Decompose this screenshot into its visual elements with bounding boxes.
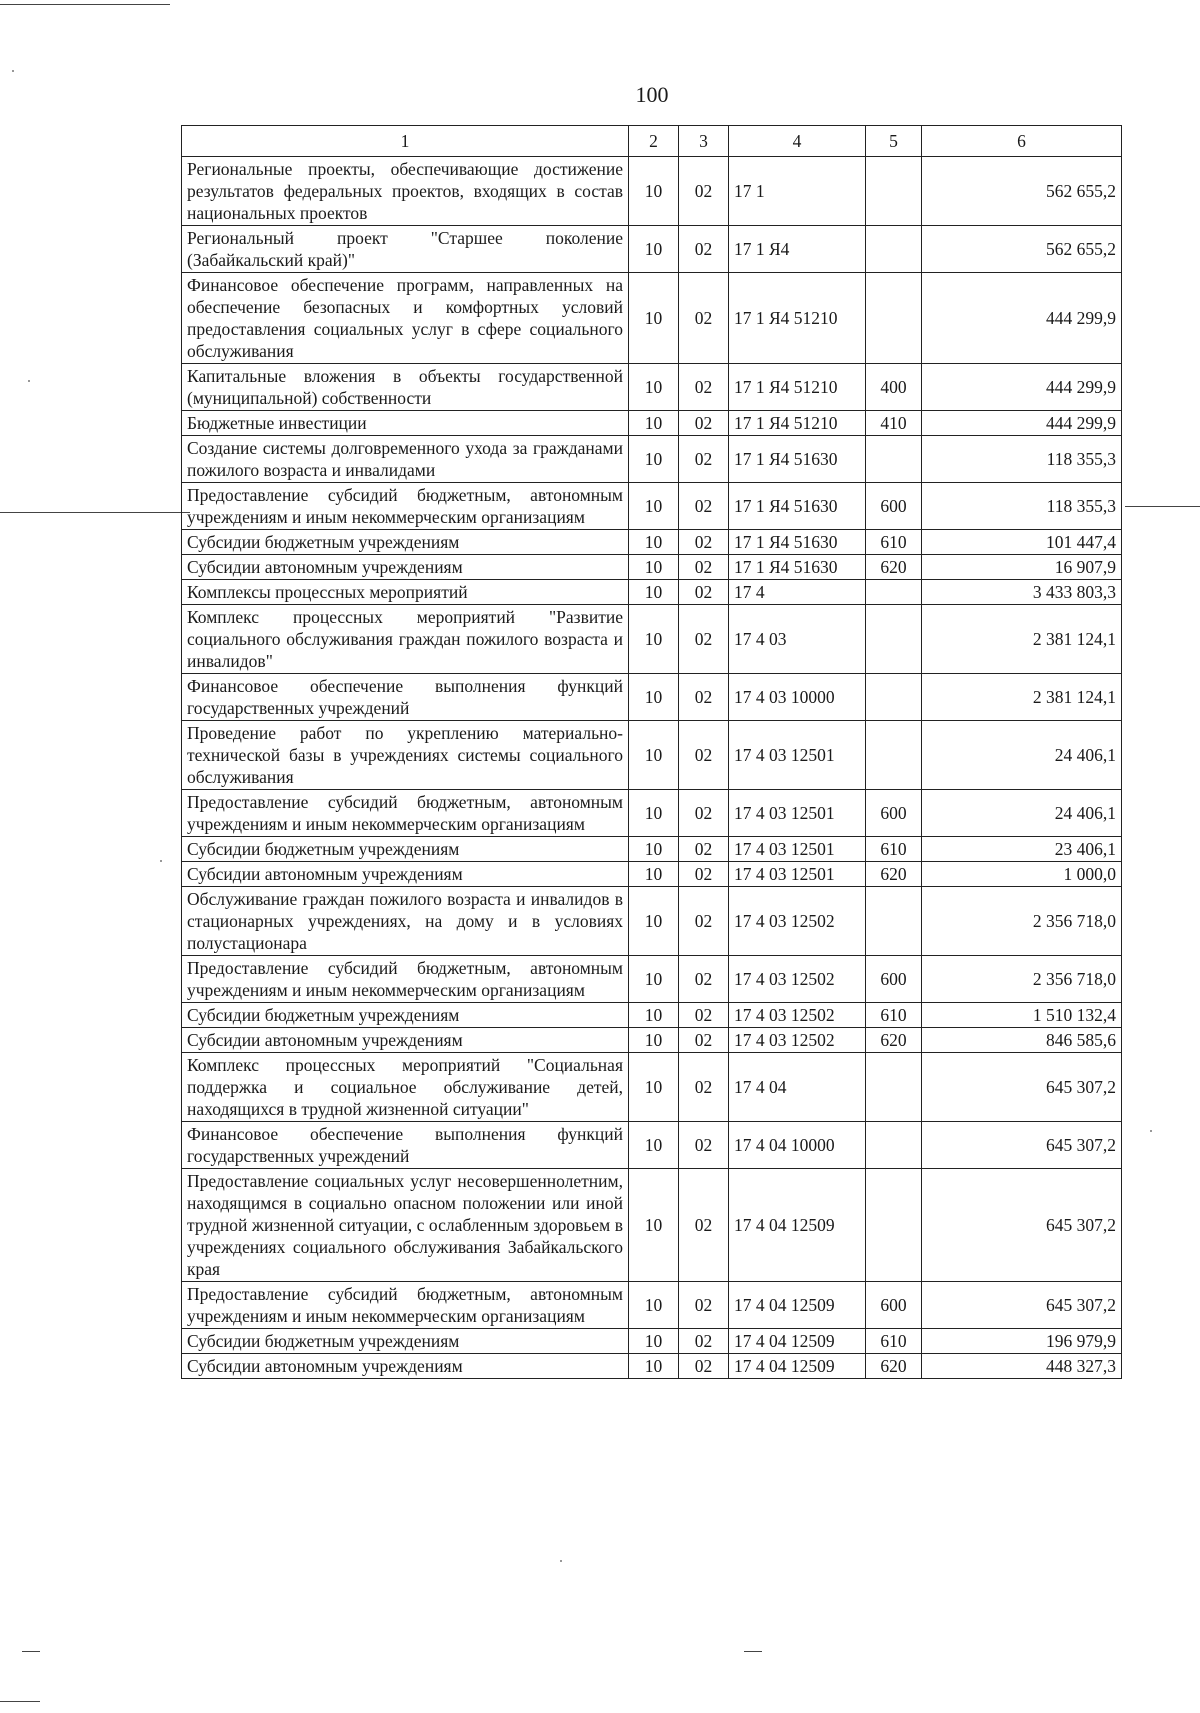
header-col-2: 2 (629, 126, 679, 157)
table-row (182, 956, 1122, 1003)
row-section: 10 (629, 605, 679, 674)
row-amount: 562 655,2 (922, 226, 1122, 273)
row-expense-type: 400 (866, 364, 922, 411)
row-amount: 645 307,2 (922, 1122, 1122, 1169)
row-name: Субсидии бюджетным учреждениям (182, 1329, 629, 1354)
row-amount: 444 299,9 (922, 364, 1122, 411)
row-amount: 645 307,2 (922, 1282, 1122, 1329)
row-subsection: 02 (679, 364, 729, 411)
row-expense-type (866, 674, 922, 721)
row-amount: 2 381 124,1 (922, 605, 1122, 674)
table-row (182, 721, 1122, 790)
row-subsection: 02 (679, 1329, 729, 1354)
row-name: Региональные проекты, обеспечивающие достижение результатов федеральных проектов, входящих в состав национальных проектов (182, 157, 629, 226)
row-subsection: 02 (679, 956, 729, 1003)
row-amount: 23 406,1 (922, 837, 1122, 862)
row-section: 10 (629, 790, 679, 837)
table-row (182, 1028, 1122, 1053)
row-name: Предоставление социальных услуг несовершеннолетним, находящимся в социально опасном положении или иной трудной жизненной ситуации, с ослабленным здоровьем в учреждениях социального обслуживания Забайкальского края (182, 1169, 629, 1282)
row-amount: 3 433 803,3 (922, 580, 1122, 605)
table-row (182, 1329, 1122, 1354)
row-subsection: 02 (679, 157, 729, 226)
row-target-article: 17 4 03 (729, 605, 866, 674)
row-expense-type (866, 157, 922, 226)
row-target-article: 17 1 Я4 51210 (729, 273, 866, 364)
table-row (182, 837, 1122, 862)
row-target-article: 17 1 Я4 (729, 226, 866, 273)
row-name: Предоставление субсидий бюджетным, автономным учреждениям и иным некоммерческим организациям (182, 1282, 629, 1329)
row-section: 10 (629, 364, 679, 411)
row-name: Субсидии бюджетным учреждениям (182, 530, 629, 555)
row-name: Предоставление субсидий бюджетным, автономным учреждениям и иным некоммерческим организациям (182, 483, 629, 530)
table-row (182, 483, 1122, 530)
row-expense-type (866, 226, 922, 273)
page-number: 100 (635, 82, 669, 107)
row-target-article: 17 4 04 12509 (729, 1282, 866, 1329)
row-expense-type (866, 721, 922, 790)
row-expense-type: 620 (866, 1354, 922, 1379)
row-amount: 645 307,2 (922, 1053, 1122, 1122)
budget-table (181, 125, 1122, 1379)
row-expense-type: 610 (866, 837, 922, 862)
row-section: 10 (629, 674, 679, 721)
row-target-article: 17 1 (729, 157, 866, 226)
row-name: Субсидии автономным учреждениям (182, 1028, 629, 1053)
row-amount: 1 000,0 (922, 862, 1122, 887)
row-target-article: 17 1 Я4 51630 (729, 530, 866, 555)
row-subsection: 02 (679, 1003, 729, 1028)
scan-edge-line-bottom-center (744, 1651, 762, 1652)
table-header-row (182, 126, 1122, 157)
row-name: Субсидии бюджетным учреждениям (182, 1003, 629, 1028)
header-col-4: 4 (729, 126, 866, 157)
row-expense-type (866, 273, 922, 364)
row-section: 10 (629, 956, 679, 1003)
row-subsection: 02 (679, 1053, 729, 1122)
table-row (182, 1053, 1122, 1122)
row-subsection: 02 (679, 862, 729, 887)
row-name: Субсидии автономным учреждениям (182, 555, 629, 580)
row-name: Субсидии бюджетным учреждениям (182, 837, 629, 862)
row-expense-type: 600 (866, 790, 922, 837)
row-target-article: 17 4 03 12501 (729, 862, 866, 887)
scan-edge-line-top-left (0, 4, 170, 5)
table-row (182, 790, 1122, 837)
row-name: Комплекс процессных мероприятий "Развитие социального обслуживания граждан пожилого возраста и инвалидов" (182, 605, 629, 674)
row-subsection: 02 (679, 1169, 729, 1282)
row-name: Бюджетные инвестиции (182, 411, 629, 436)
header-col-1: 1 (182, 126, 629, 157)
row-name: Финансовое обеспечение программ, направленных на обеспечение безопасных и комфортных условий предоставления социальных услуг в сфере социального обслуживания (182, 273, 629, 364)
table-row (182, 273, 1122, 364)
row-section: 10 (629, 862, 679, 887)
row-expense-type: 610 (866, 1003, 922, 1028)
row-expense-type (866, 1169, 922, 1282)
row-name: Субсидии автономным учреждениям (182, 862, 629, 887)
row-amount: 444 299,9 (922, 411, 1122, 436)
table-row (182, 1122, 1122, 1169)
row-name: Предоставление субсидий бюджетным, автономным учреждениям и иным некоммерческим организациям (182, 790, 629, 837)
row-expense-type (866, 887, 922, 956)
header-col-3: 3 (679, 126, 729, 157)
row-section: 10 (629, 436, 679, 483)
row-amount: 196 979,9 (922, 1329, 1122, 1354)
scan-speck (12, 70, 14, 72)
row-name: Проведение работ по укреплению материально-технической базы в учреждениях системы социального обслуживания (182, 721, 629, 790)
row-section: 10 (629, 157, 679, 226)
scan-speck (560, 1560, 562, 1562)
row-section: 10 (629, 1329, 679, 1354)
row-expense-type: 610 (866, 1329, 922, 1354)
row-target-article: 17 1 Я4 51630 (729, 483, 866, 530)
row-expense-type: 620 (866, 1028, 922, 1053)
header-col-6: 6 (922, 126, 1122, 157)
row-subsection: 02 (679, 837, 729, 862)
row-target-article: 17 4 04 12509 (729, 1354, 866, 1379)
table-row (182, 1003, 1122, 1028)
scan-speck (1150, 1130, 1152, 1132)
table-row (182, 226, 1122, 273)
row-section: 10 (629, 530, 679, 555)
row-amount: 1 510 132,4 (922, 1003, 1122, 1028)
row-section: 10 (629, 411, 679, 436)
row-subsection: 02 (679, 411, 729, 436)
row-target-article: 17 4 03 12502 (729, 1028, 866, 1053)
row-name: Финансовое обеспечение выполнения функций государственных учреждений (182, 1122, 629, 1169)
row-section: 10 (629, 1354, 679, 1379)
row-subsection: 02 (679, 436, 729, 483)
row-subsection: 02 (679, 530, 729, 555)
row-section: 10 (629, 555, 679, 580)
row-amount: 118 355,3 (922, 483, 1122, 530)
row-subsection: 02 (679, 273, 729, 364)
row-section: 10 (629, 273, 679, 364)
row-subsection: 02 (679, 1122, 729, 1169)
row-subsection: 02 (679, 226, 729, 273)
row-section: 10 (629, 483, 679, 530)
row-expense-type: 610 (866, 530, 922, 555)
row-target-article: 17 4 03 10000 (729, 674, 866, 721)
row-target-article: 17 4 03 12502 (729, 887, 866, 956)
row-section: 10 (629, 580, 679, 605)
row-expense-type: 620 (866, 555, 922, 580)
table-row (182, 157, 1122, 226)
row-amount: 448 327,3 (922, 1354, 1122, 1379)
row-section: 10 (629, 226, 679, 273)
row-target-article: 17 1 Я4 51630 (729, 555, 866, 580)
row-amount: 118 355,3 (922, 436, 1122, 483)
row-subsection: 02 (679, 605, 729, 674)
scan-edge-line-bottom-left (0, 1701, 40, 1702)
row-amount: 16 907,9 (922, 555, 1122, 580)
table-row (182, 674, 1122, 721)
table-row (182, 1282, 1122, 1329)
row-subsection: 02 (679, 483, 729, 530)
row-target-article: 17 4 03 12501 (729, 721, 866, 790)
row-expense-type: 600 (866, 1282, 922, 1329)
row-section: 10 (629, 721, 679, 790)
table-row (182, 862, 1122, 887)
row-expense-type (866, 580, 922, 605)
row-expense-type: 620 (866, 862, 922, 887)
header-col-5: 5 (866, 126, 922, 157)
row-target-article: 17 4 03 12502 (729, 1003, 866, 1028)
row-amount: 24 406,1 (922, 790, 1122, 837)
row-amount: 444 299,9 (922, 273, 1122, 364)
row-expense-type: 410 (866, 411, 922, 436)
row-section: 10 (629, 887, 679, 956)
table-row (182, 887, 1122, 956)
table-row (182, 530, 1122, 555)
row-expense-type: 600 (866, 483, 922, 530)
table-row (182, 411, 1122, 436)
row-section: 10 (629, 1028, 679, 1053)
row-section: 10 (629, 1053, 679, 1122)
row-section: 10 (629, 837, 679, 862)
row-amount: 562 655,2 (922, 157, 1122, 226)
row-subsection: 02 (679, 555, 729, 580)
row-target-article: 17 4 (729, 580, 866, 605)
row-expense-type: 600 (866, 956, 922, 1003)
row-expense-type (866, 1053, 922, 1122)
row-subsection: 02 (679, 1028, 729, 1053)
row-subsection: 02 (679, 887, 729, 956)
row-name: Субсидии автономным учреждениям (182, 1354, 629, 1379)
row-expense-type (866, 605, 922, 674)
row-subsection: 02 (679, 1282, 729, 1329)
row-amount: 101 447,4 (922, 530, 1122, 555)
table-row (182, 580, 1122, 605)
row-target-article: 17 1 Я4 51630 (729, 436, 866, 483)
table-row (182, 436, 1122, 483)
row-target-article: 17 4 03 12501 (729, 790, 866, 837)
row-section: 10 (629, 1169, 679, 1282)
row-amount: 846 585,6 (922, 1028, 1122, 1053)
row-name: Создание системы долговременного ухода за гражданами пожилого возраста и инвалидами (182, 436, 629, 483)
row-target-article: 17 1 Я4 51210 (729, 364, 866, 411)
scan-edge-line-bottom-corner (22, 1651, 40, 1652)
table-row (182, 364, 1122, 411)
row-section: 10 (629, 1122, 679, 1169)
row-target-article: 17 4 04 12509 (729, 1169, 866, 1282)
row-expense-type (866, 1122, 922, 1169)
row-subsection: 02 (679, 790, 729, 837)
row-expense-type (866, 436, 922, 483)
row-name: Региональный проект "Старшее поколение (Забайкальский край)" (182, 226, 629, 273)
table-row (182, 1354, 1122, 1379)
row-name: Комплексы процессных мероприятий (182, 580, 629, 605)
row-target-article: 17 4 03 12502 (729, 956, 866, 1003)
row-name: Комплекс процессных мероприятий "Социальная поддержка и социальное обслуживание детей, находящихся в трудной жизненной ситуации" (182, 1053, 629, 1122)
row-section: 10 (629, 1282, 679, 1329)
row-amount: 24 406,1 (922, 721, 1122, 790)
row-subsection: 02 (679, 580, 729, 605)
row-target-article: 17 4 04 (729, 1053, 866, 1122)
table-row (182, 605, 1122, 674)
table-row (182, 555, 1122, 580)
row-target-article: 17 1 Я4 51210 (729, 411, 866, 436)
row-target-article: 17 4 04 12509 (729, 1329, 866, 1354)
row-amount: 645 307,2 (922, 1169, 1122, 1282)
row-amount: 2 356 718,0 (922, 956, 1122, 1003)
row-subsection: 02 (679, 674, 729, 721)
table-row (182, 1169, 1122, 1282)
row-target-article: 17 4 04 10000 (729, 1122, 866, 1169)
row-amount: 2 356 718,0 (922, 887, 1122, 956)
scan-edge-line-mid-left (0, 512, 190, 513)
scan-edge-line-mid-right (1125, 506, 1200, 507)
scan-speck (160, 860, 162, 862)
row-subsection: 02 (679, 1354, 729, 1379)
row-name: Финансовое обеспечение выполнения функций государственных учреждений (182, 674, 629, 721)
row-section: 10 (629, 1003, 679, 1028)
row-name: Капитальные вложения в объекты государственной (муниципальной) собственности (182, 364, 629, 411)
row-name: Предоставление субсидий бюджетным, автономным учреждениям и иным некоммерческим организациям (182, 956, 629, 1003)
row-target-article: 17 4 03 12501 (729, 837, 866, 862)
row-name: Обслуживание граждан пожилого возраста и инвалидов в стационарных учреждениях, на дому и в условиях полустационара (182, 887, 629, 956)
scan-speck (28, 380, 30, 382)
row-amount: 2 381 124,1 (922, 674, 1122, 721)
row-subsection: 02 (679, 721, 729, 790)
